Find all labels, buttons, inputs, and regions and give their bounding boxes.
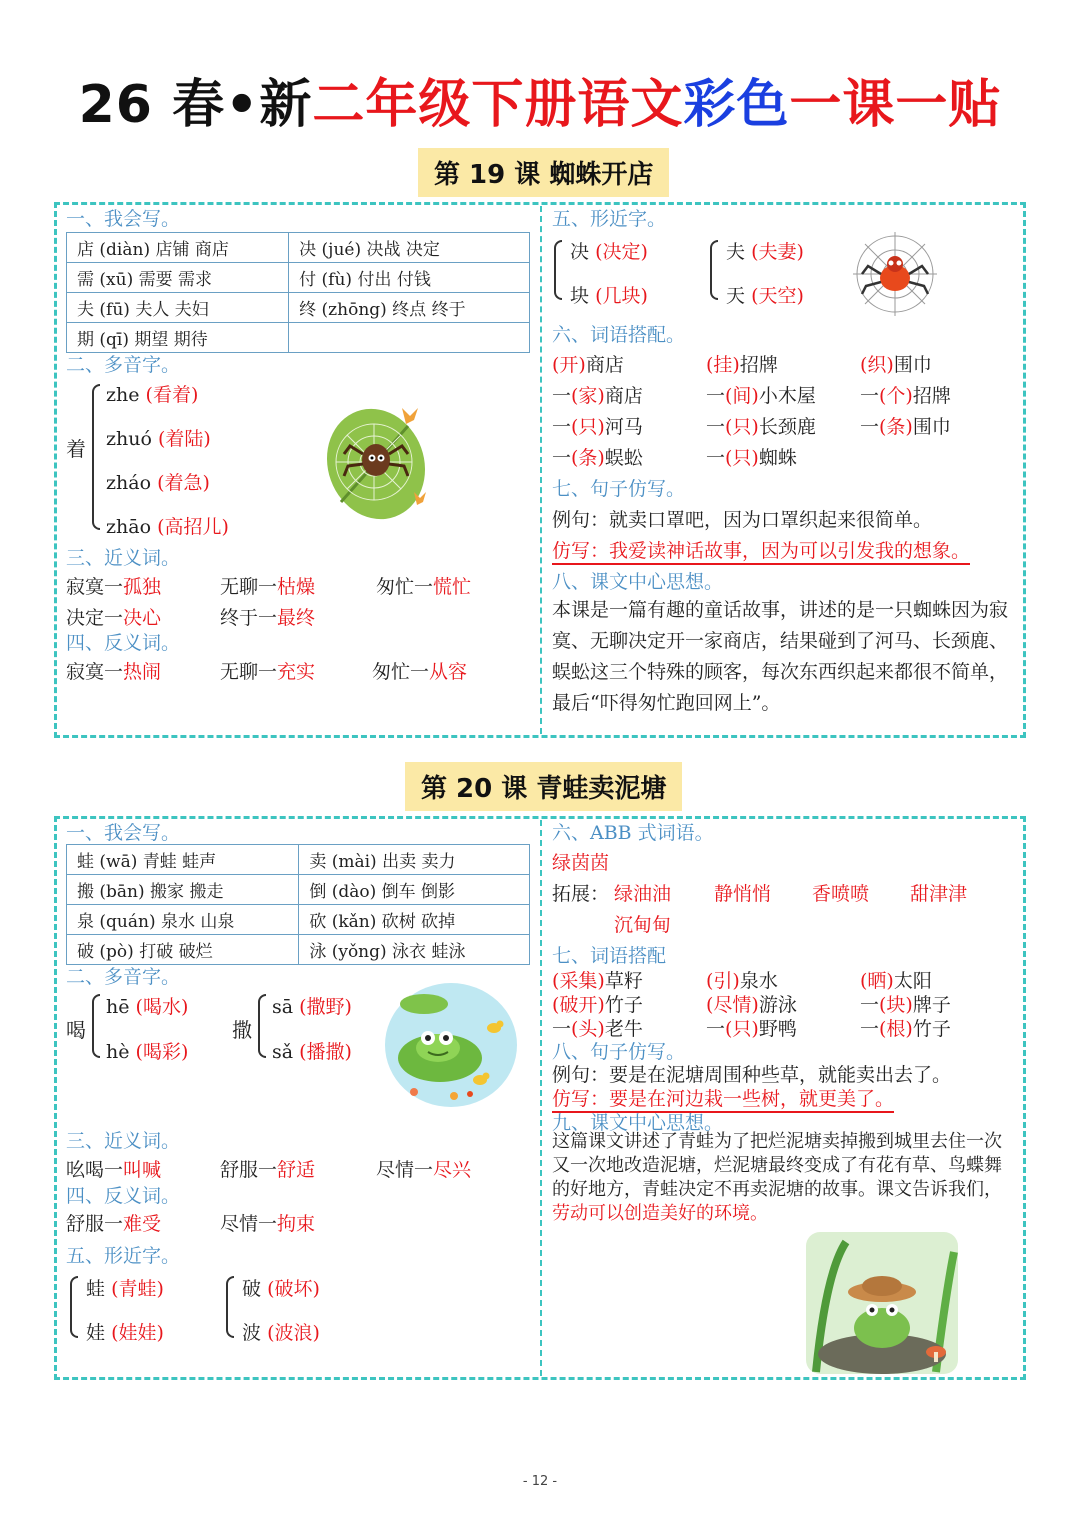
page-number: - 12 - [522,1474,558,1489]
collocation: 一(只)野鸭 [706,1018,797,1040]
write-table [66,232,530,353]
synonym-pair: 吆喝一叫喊 [66,1159,162,1181]
collocation: (采集)草籽 [552,970,643,992]
collocation: 一(家)商店 [552,385,643,407]
central-idea: 本课是一篇有趣的童话故事，讲述的是一只蜘蛛因为寂寞、无聊决定开一家商店，结果碰到了河马、长颈鹿、蜈蚣这三个特殊的顾客，每次东西织起来都很不简单，最后“吓得匆忙跑回网上”。 [552,599,1009,714]
synonym-pair: 终于一最终 [220,607,316,629]
collocation: 一(只)长颈鹿 [706,416,816,438]
central-idea: 这篇课文讲述了青蛙为了把烂泥塘卖掉搬到城里去住一次又一次地改造泥塘，烂泥塘最终变成了有花有草、鸟蝶舞的好地方，青蛙决定不再卖泥塘的故事。课文告诉我们，劳动可以创造美好的环境。 [552,1131,1002,1224]
brace [92,994,100,1058]
section-heading: 三、近义词。 [66,547,181,569]
similar-char: 波 (波浪) [242,1322,320,1344]
collocation: 一(间)小木屋 [706,385,816,407]
brace [226,1276,234,1338]
collocation: 一(只)河马 [552,416,643,438]
similar-char: 娃 (娃娃) [86,1322,164,1344]
table-cell: 终 (zhōng) 终点 终于 [289,293,530,323]
frog-mushroom-illustration [806,1232,958,1374]
polyphone-entry: hē (喝水) [106,996,189,1018]
polyphone-entry: hè (喝彩) [106,1041,189,1063]
table-cell: 付 (fù) 付出 付钱 [289,263,530,293]
collocation: 一(头)老牛 [552,1018,643,1040]
example-sentence: 例句：就卖口罩吧，因为口罩织起来很简单。 [552,509,933,531]
polyphone-entry: zhe (看着) [106,384,199,406]
frog-pond-illustration [384,982,518,1108]
section-heading: 三、近义词。 [66,1130,181,1152]
table-cell: 店 (diàn) 店铺 商店 [67,233,289,263]
similar-char: 夫 (夫妻) [726,241,804,263]
brace [710,240,718,300]
table-cell: 倒 (dào) 倒车 倒影 [299,875,530,905]
similar-char: 决 (决定) [570,241,648,263]
polyphone-char: 撒 [232,1018,252,1042]
lesson-20-heading: 第 20 课 青蛙卖泥塘 [405,762,682,811]
panel-divider [540,206,542,734]
section-heading: 一、我会写。 [66,208,181,230]
panel-divider [540,820,542,1376]
table-cell: 搬 (bān) 搬家 搬走 [67,875,299,905]
section-heading: 二、多音字。 [66,966,181,988]
table-cell: 破 (pò) 打破 破烂 [67,935,299,965]
table-cell: 泳 (yǒng) 泳衣 蛙泳 [299,935,530,965]
section-heading: 二、多音字。 [66,354,181,376]
similar-char: 天 (天空) [726,285,804,307]
section-heading: 八、句子仿写。 [552,1041,686,1063]
table-cell [289,323,530,353]
collocation: 一(根)竹子 [860,1018,951,1040]
polyphone-entry: sā (撒野) [272,996,352,1018]
collocation: (引)泉水 [706,970,778,992]
polyphone-entry: zhuó (着陆) [106,428,211,450]
collocation: 一(条)围巾 [860,416,951,438]
polyphone-entry: zháo (着急) [106,472,210,494]
collocation: (开)商店 [552,354,624,376]
abb-word: 沉甸甸 [614,914,672,936]
polyphone-entry: zhāo (高招儿) [106,516,229,538]
antonym-pair: 尽情一拘束 [220,1213,316,1235]
table-cell: 蛙 (wā) 青蛙 蛙声 [67,845,299,875]
table-cell: 决 (jué) 决战 决定 [289,233,530,263]
polyphone-entry: sǎ (播撒) [272,1041,352,1063]
synonym-pair: 决定一决心 [66,607,162,629]
synonym-pair: 无聊一枯燥 [220,576,316,598]
collocation: (挂)招牌 [706,354,778,376]
brace [258,994,266,1058]
section-heading: 六、词语搭配。 [552,324,686,346]
abb-main-word: 绿茵茵 [552,852,610,874]
collocation: (尽情)游泳 [706,994,797,1016]
polyphone-char: 喝 [66,1018,86,1042]
collocation: 一(个)招牌 [860,385,951,407]
section-heading: 九、课文中心思想。 [552,1112,724,1134]
table-cell: 夫 (fū) 夫人 夫妇 [67,293,289,323]
section-heading: 五、形近字。 [66,1245,181,1267]
collocation: 一(条)蜈蚣 [552,447,643,469]
table-cell: 需 (xū) 需要 需求 [67,263,289,293]
section-heading: 七、句子仿写。 [552,478,686,500]
abb-word: 绿油油 [614,883,672,905]
similar-char: 块 (几块) [570,285,648,307]
write-table [66,844,530,965]
brace [70,1276,78,1338]
antonym-pair: 寂寞一热闹 [66,661,162,683]
section-heading: 四、反义词。 [66,632,181,654]
collocation: 一(只)蜘蛛 [706,447,797,469]
abb-word: 香喷喷 [812,883,870,905]
collocation: (晒)太阳 [860,970,932,992]
synonym-pair: 舒服一舒适 [220,1159,316,1181]
collocation: 一(块)牌子 [860,994,951,1016]
polyphone-char: 着 [66,437,86,461]
spider-leaf-illustration [316,402,434,524]
table-cell: 卖 (mài) 出卖 卖力 [299,845,530,875]
page-title: 26 春•新二年级下册语文彩色一课一贴 [78,75,1002,135]
section-heading: 一、我会写。 [66,822,181,844]
abb-word: 静悄悄 [714,883,772,905]
table-cell: 泉 (quán) 泉水 山泉 [67,905,299,935]
similar-char: 破 (破坏) [242,1278,320,1300]
brace [92,384,100,530]
table-cell: 期 (qī) 期望 期待 [67,323,289,353]
imitation-sentence: 仿写：我爱读神话故事，因为可以引发我的想象。 [552,536,970,565]
spider-web-illustration [850,228,940,320]
synonym-pair: 匆忙一慌忙 [376,576,472,598]
section-heading: 七、词语搭配 [552,945,667,967]
table-cell: 砍 (kǎn) 砍树 砍掉 [299,905,530,935]
section-heading: 五、形近字。 [552,208,667,230]
example-sentence: 例句：要是在泥塘周围种些草，就能卖出去了。 [552,1064,952,1086]
imitation-sentence: 仿写：要是在河边栽一些树，就更美了。 [552,1084,894,1113]
antonym-pair: 舒服一难受 [66,1213,162,1235]
section-heading: 六、ABB 式词语。 [552,822,714,844]
section-heading: 八、课文中心思想。 [552,571,724,593]
collocation: (织)围巾 [860,354,932,376]
lesson-19-heading: 第 19 课 蜘蛛开店 [418,148,669,197]
abb-label: 拓展： [552,883,610,905]
antonym-pair: 无聊一充实 [220,661,316,683]
section-heading: 四、反义词。 [66,1185,181,1207]
similar-char: 蛙 (青蛙) [86,1278,164,1300]
collocation: (破开)竹子 [552,994,643,1016]
abb-word: 甜津津 [910,883,968,905]
antonym-pair: 匆忙一从容 [372,661,468,683]
synonym-pair: 尽情一尽兴 [376,1159,472,1181]
brace [554,240,562,300]
synonym-pair: 寂寞一孤独 [66,576,162,598]
